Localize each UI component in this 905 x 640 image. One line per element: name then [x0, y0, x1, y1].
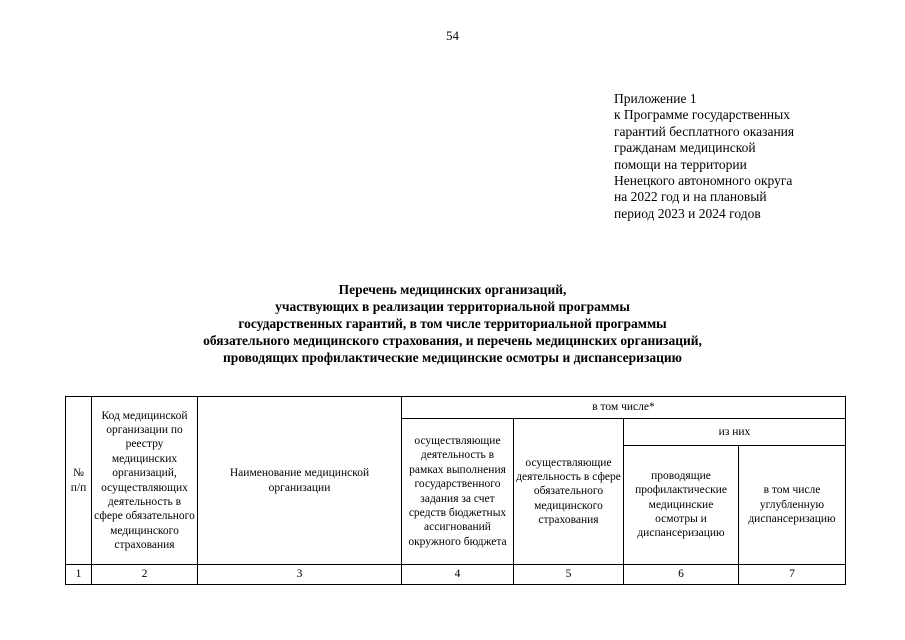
appendix-line: период 2023 и 2024 годов	[614, 205, 761, 221]
medical-organizations-table	[65, 396, 846, 585]
header-subgroup-of-them: из них	[624, 419, 846, 446]
appendix-line: помощи на территории	[614, 156, 747, 172]
document-title-line: проводящих профилактические медицинские осмотры и диспансеризацию	[222, 350, 682, 365]
appendix-block	[614, 91, 829, 222]
document-title-line: Перечень медицинских организаций,	[338, 282, 567, 297]
header-col-omi-activity: осуществляющие деятельность в сфере обязательного медицинского страхования	[514, 419, 624, 565]
appendix-line: гарантий бесплатного оказания	[614, 123, 795, 139]
appendix-line: на 2022 год и на плановый	[614, 189, 767, 205]
header-col-budget-activity: осуществляющие деятельность в рамках выполнения государственного задания за счет средств бюджетных ассигнований окружного бюджета	[402, 419, 514, 565]
document-title-line: обязательного медицинского страхования, и перечень медицинских организаций,	[203, 333, 702, 348]
header-col-number: № п/п	[66, 397, 92, 565]
column-number-cell: 4	[402, 565, 514, 585]
header-col-name: Наименование медицинской организации	[198, 397, 402, 565]
appendix-line: Приложение 1	[614, 91, 697, 106]
column-number-cell: 3	[198, 565, 402, 585]
appendix-line: Ненецкого автономного округа	[614, 173, 793, 189]
header-col-preventive-exams: проводящие профилактические медицинские осмотры и диспансеризацию	[624, 445, 739, 564]
column-number-cell: 6	[624, 565, 739, 585]
column-number-cell: 1	[66, 565, 92, 585]
document-title	[0, 281, 905, 366]
header-group-including: в том числе*	[402, 397, 846, 419]
appendix-line: гражданам медицинской	[614, 140, 756, 156]
document-title-line: государственных гарантий, в том числе территориальной программы	[238, 316, 667, 331]
header-col-code: Код медицинской организации по реестру медицинских организаций, осуществляющих деятельность в сфере обязательного медицинского страхования	[92, 397, 198, 565]
medical-organizations-table-wrapper	[65, 396, 846, 585]
column-number-cell: 2	[92, 565, 198, 585]
column-number-cell: 5	[514, 565, 624, 585]
header-col-indepth-dispensary: в том числе углубленную диспансеризацию	[739, 445, 846, 564]
document-title-line: участвующих в реализации территориальной программы	[275, 299, 630, 314]
page-number: 54	[446, 28, 459, 43]
column-number-cell: 7	[739, 565, 846, 585]
appendix-line: к Программе государственных	[614, 107, 790, 123]
